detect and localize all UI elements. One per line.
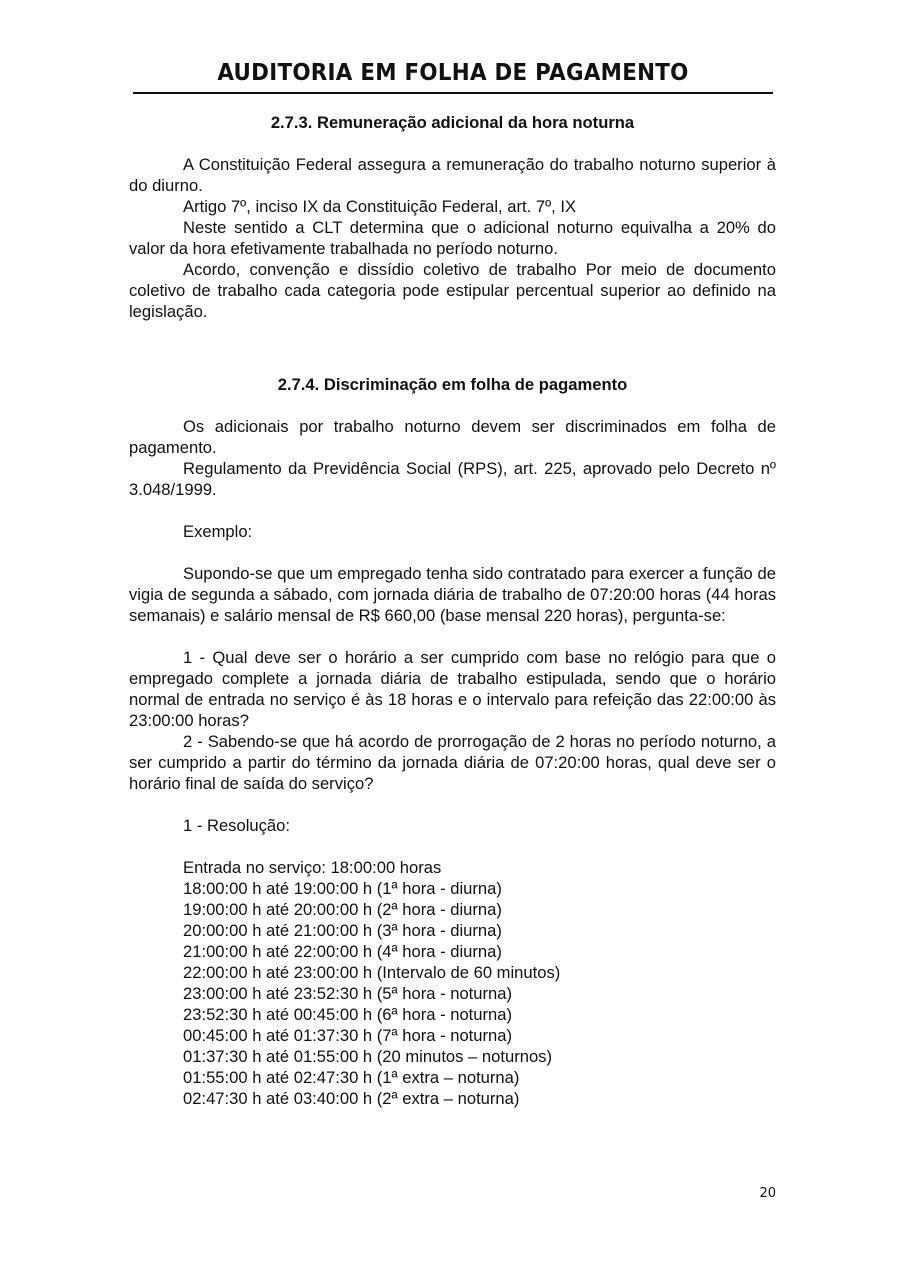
list-item: Entrada no serviço: 18:00:00 horas bbox=[183, 858, 442, 877]
list-item: 20:00:00 h até 21:00:00 h (3ª hora - diurna) bbox=[183, 921, 502, 940]
example-label: Exemplo: bbox=[183, 522, 253, 541]
list-item: 22:00:00 h até 23:00:00 h (Intervalo de 60 minutos) bbox=[183, 963, 561, 982]
paragraph: Artigo 7º, inciso IX da Constituição Federal, art. 7º, IX bbox=[183, 197, 577, 216]
section-heading-2-7-4: 2.7.4. Discriminação em folha de pagamento bbox=[277, 375, 628, 394]
list-item: 00:45:00 h até 01:37:30 h (7ª hora - noturna) bbox=[183, 1026, 513, 1045]
question-2: 2 - Sabendo-se que há acordo de prorrogação de 2 horas no período noturno, a ser cumprido a partir do término da jornada diária de 07:20:00 horas, qual deve ser o horário final de saída do serviço? bbox=[129, 732, 776, 793]
list-item: 21:00:00 h até 22:00:00 h (4ª hora - diurna) bbox=[183, 942, 502, 961]
list-item: 23:00:00 h até 23:52:30 h (5ª hora - noturna) bbox=[183, 984, 513, 1003]
paragraph: Neste sentido a CLT determina que o adicional noturno equivalha a 20% do valor da hora efetivamente trabalhada no período noturno. bbox=[129, 218, 776, 258]
list-item: 19:00:00 h até 20:00:00 h (2ª hora - diurna) bbox=[183, 900, 502, 919]
section-heading-2-7-3: 2.7.3. Remuneração adicional da hora noturna bbox=[270, 113, 635, 132]
page-number: 20 bbox=[759, 1186, 776, 1201]
list-item: 18:00:00 h até 19:00:00 h (1ª hora - diurna) bbox=[183, 879, 502, 898]
example-text: Supondo-se que um empregado tenha sido contratado para exercer a função de vigia de segunda a sábado, com jornada diária de trabalho de 07:20:00 horas (44 horas semanais) e salário mensal de R$ 660,00 (base mensal 220 horas), pergunta-se: bbox=[129, 564, 776, 625]
resolution-list bbox=[129, 857, 776, 1109]
list-item: 23:52:30 h até 00:45:00 h (6ª hora - noturna) bbox=[183, 1005, 513, 1024]
paragraph: Regulamento da Previdência Social (RPS), art. 225, aprovado pelo Decreto nº 3.048/1999. bbox=[129, 459, 776, 499]
resolution-label: 1 - Resolução: bbox=[183, 816, 290, 835]
paragraph: A Constituição Federal assegura a remuneração do trabalho noturno superior à do diurno. bbox=[129, 155, 776, 195]
paragraph: Acordo, convenção e dissídio coletivo de trabalho Por meio de documento coletivo de trabalho cada categoria pode estipular percentual superior ao definido na legislação. bbox=[129, 260, 776, 321]
header-title: AUDITORIA EM FOLHA DE PAGAMENTO bbox=[217, 60, 689, 86]
running-header bbox=[133, 58, 773, 94]
paragraph: Os adicionais por trabalho noturno devem ser discriminados em folha de pagamento. bbox=[129, 417, 776, 457]
list-item: 01:55:00 h até 02:47:30 h (1ª extra – noturna) bbox=[183, 1068, 520, 1087]
list-item: 02:47:30 h até 03:40:00 h (2ª extra – noturna) bbox=[183, 1089, 520, 1108]
list-item: 01:37:30 h até 01:55:00 h (20 minutos – noturnos) bbox=[183, 1047, 553, 1066]
page-content bbox=[129, 112, 776, 1109]
question-1: 1 - Qual deve ser o horário a ser cumprido com base no relógio para que o empregado complete a jornada diária de trabalho estipulada, sendo que o horário normal de entrada no serviço é às 18 horas e o intervalo para refeição das 22:00:00 às 23:00:00 horas? bbox=[129, 648, 776, 730]
